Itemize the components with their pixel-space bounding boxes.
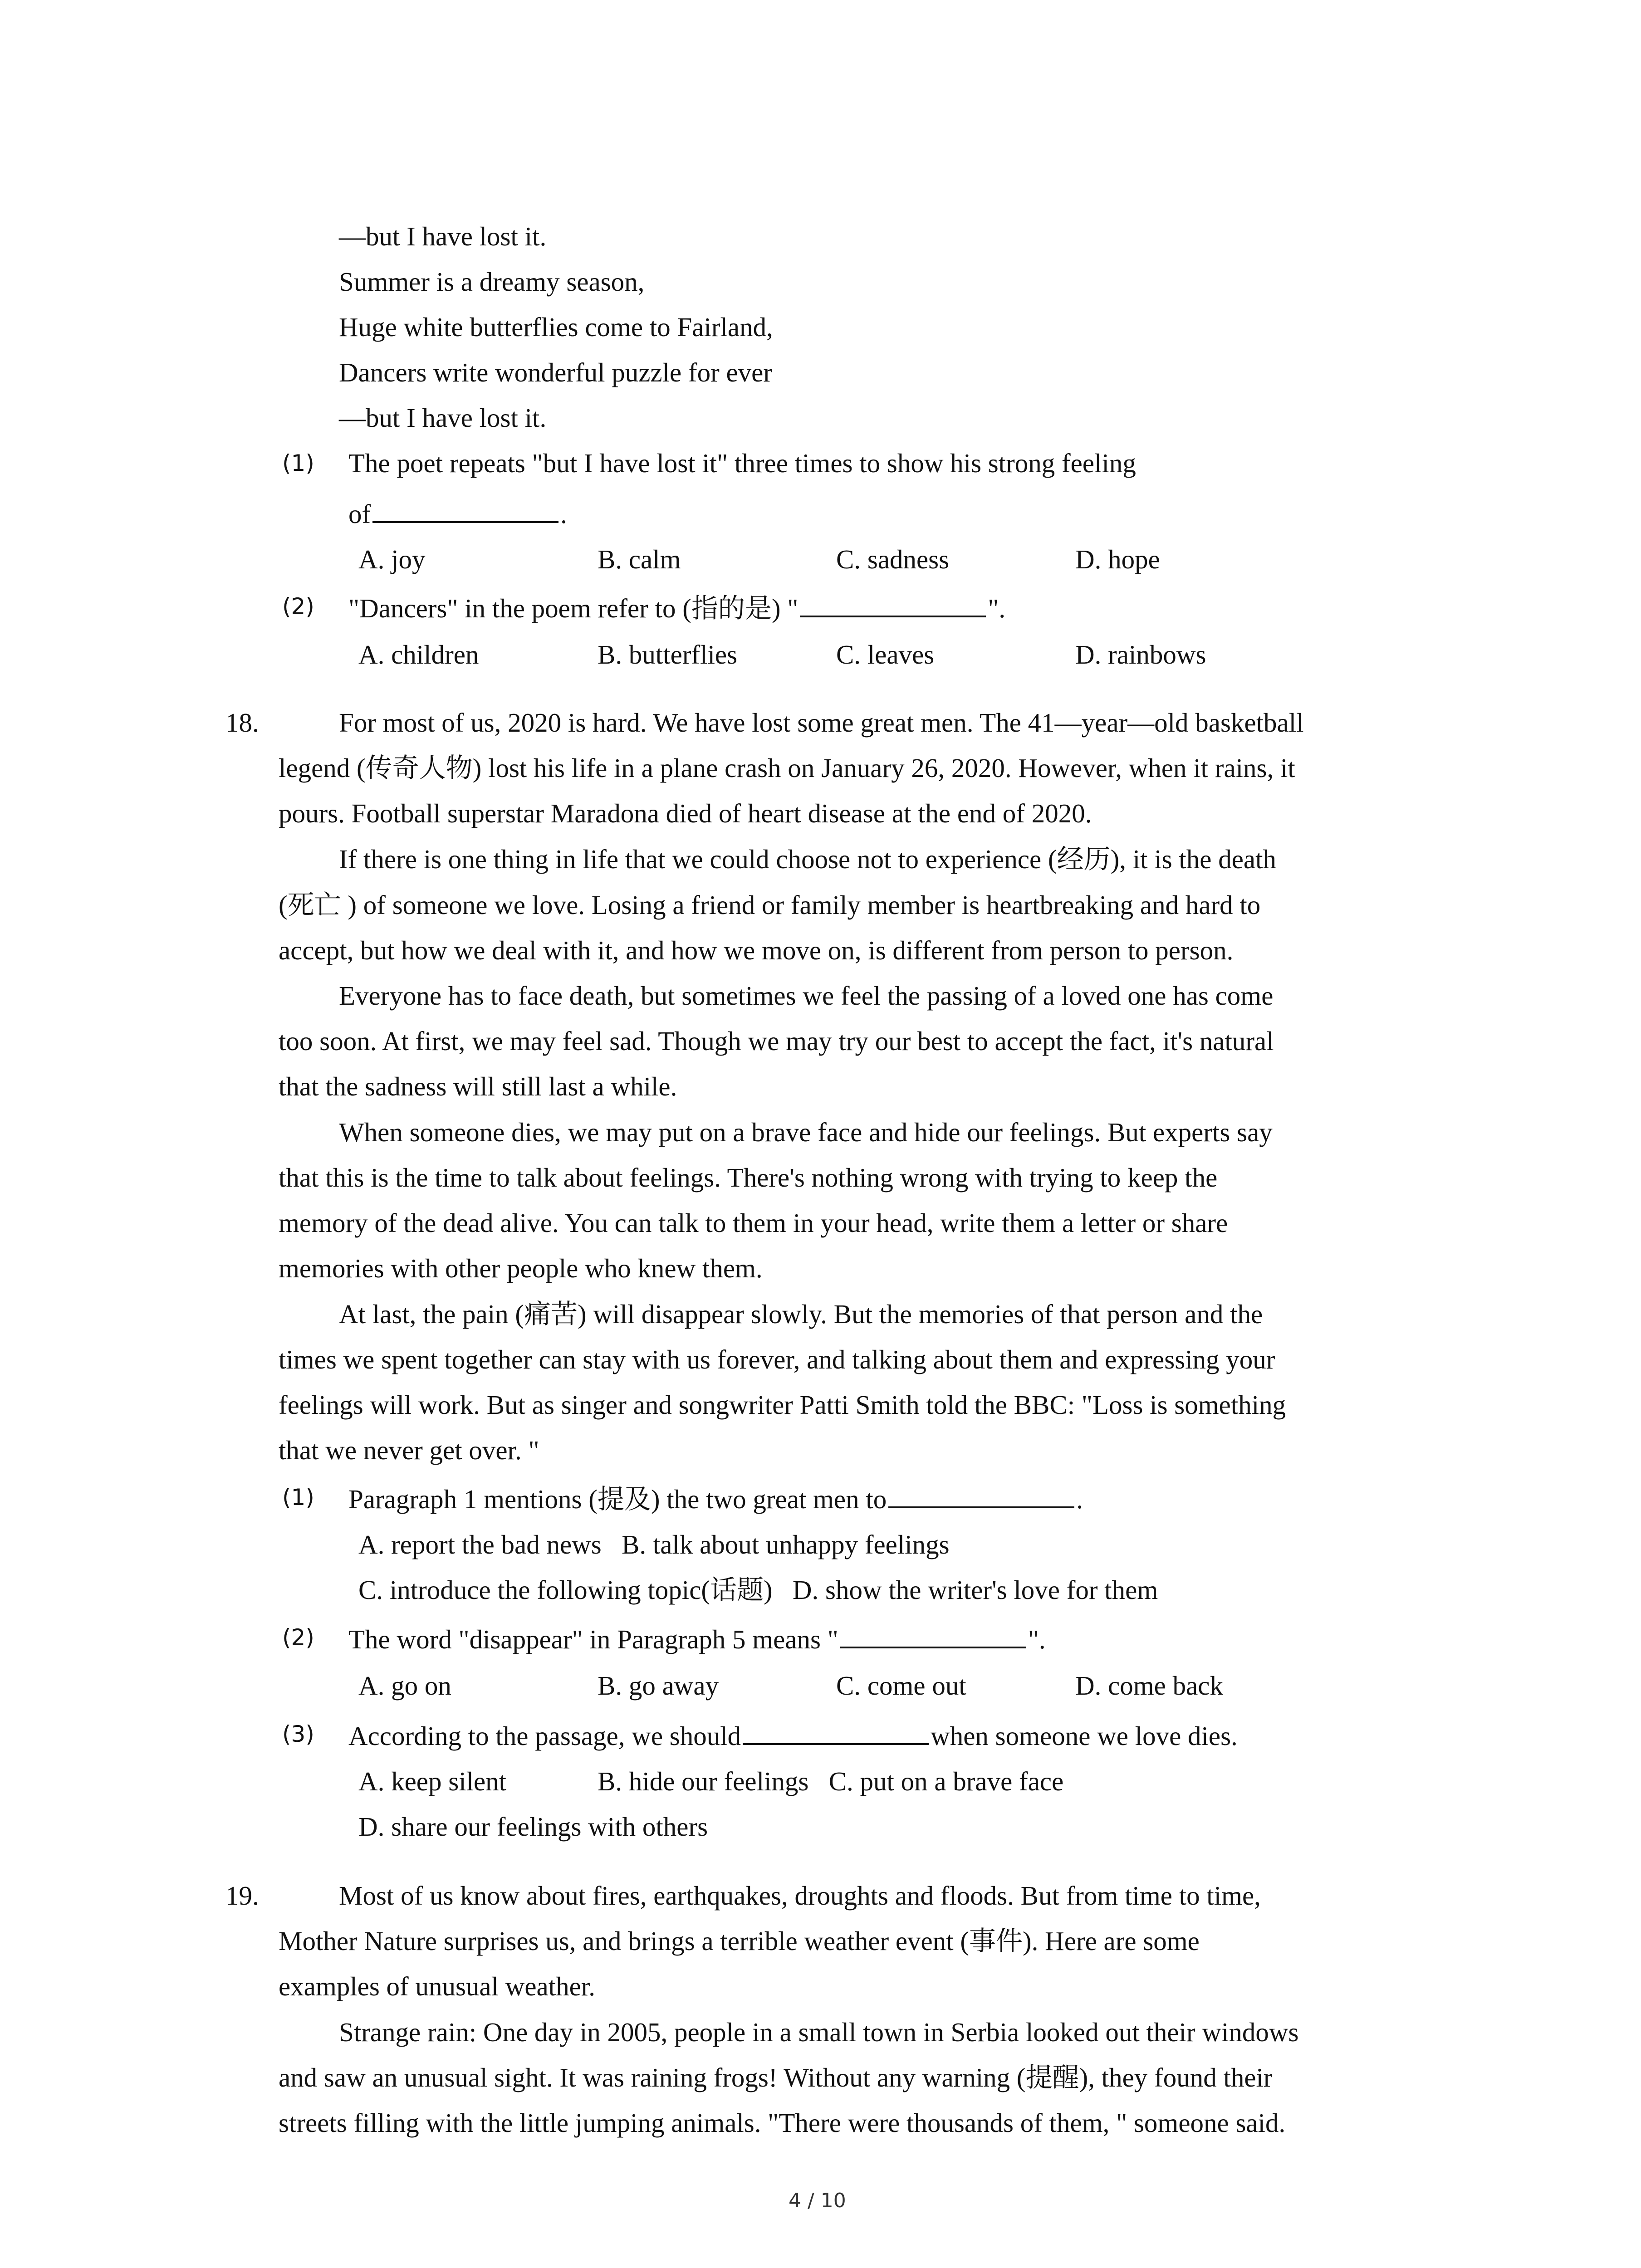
question-text: of [348, 499, 371, 529]
sub-question-number: (1) [282, 450, 314, 476]
passage-line: Everyone has to face death, but sometimes we feel the passing of a loved one has come [339, 981, 1274, 1011]
passage-line: At last, the pain (痛苦) will disappear slowly. But the memories of that person and the [339, 1299, 1263, 1329]
option-c: C. come out [836, 1671, 966, 1701]
passage-line: times we spent together can stay with us forever, and talking about them and expressing your [279, 1344, 1275, 1374]
poem-line: —but I have lost it. [339, 221, 547, 251]
question-text-line [348, 1626, 1046, 1653]
passage-line: When someone dies, we may put on a brave face and hide our feelings. But experts say [339, 1117, 1273, 1147]
answer-blank[interactable] [800, 596, 986, 617]
option-a: A. children [358, 640, 479, 670]
passage-line: that the sadness will still last a while. [279, 1071, 677, 1101]
option-c: C. leaves [836, 640, 935, 670]
options-line: C. introduce the following topic(话题) D. show the writer's love for them [358, 1575, 1158, 1605]
passage-line: For most of us, 2020 is hard. We have lost some great men. The 41—year—old basketball [339, 708, 1304, 738]
question-text: when someone we love dies. [931, 1721, 1238, 1751]
question-text: ". [1028, 1624, 1046, 1654]
option-d: D. hope [1075, 544, 1160, 574]
sub-question-number: (2) [282, 593, 314, 620]
passage-line: memory of the dead alive. You can talk to them in your head, write them a letter or share [279, 1208, 1228, 1238]
passage-line: If there is one thing in life that we could choose not to experience (经历), it is the death [339, 844, 1277, 874]
question-text: . [1076, 1484, 1083, 1514]
passage-line: feelings will work. But as singer and songwriter Patti Smith told the BBC: "Loss is something [279, 1390, 1286, 1420]
poem-line: Summer is a dreamy season, [339, 267, 645, 297]
question-number: 18. [225, 708, 259, 738]
passage-line: that this is the time to talk about feelings. There's nothing wrong with trying to keep the [279, 1163, 1218, 1193]
passage-line: too soon. At first, we may feel sad. Though we may try our best to accept the fact, it's natural [279, 1026, 1274, 1056]
options-line: B. hide our feelings C. put on a brave face [598, 1766, 1064, 1796]
option-b: B. go away [598, 1671, 719, 1701]
question-text: The poet repeats "but I have lost it" three times to show his strong feeling [348, 448, 1136, 478]
option-d: D. come back [1075, 1671, 1223, 1701]
passage-line: Most of us know about fires, earthquakes, droughts and floods. But from time to time, [339, 1881, 1261, 1911]
poem-line: Dancers write wonderful puzzle for ever [339, 357, 773, 387]
passage-line: pours. Football superstar Maradona died of heart disease at the end of 2020. [279, 798, 1092, 828]
answer-blank[interactable] [372, 501, 558, 523]
question-text: According to the passage, we should [348, 1721, 741, 1751]
question-text: ". [988, 593, 1006, 623]
passage-line: memories with other people who knew them. [279, 1253, 763, 1283]
question-text: . [560, 499, 567, 529]
option-a: A. joy [358, 544, 426, 574]
passage-line: accept, but how we deal with it, and how we move on, is different from person to person. [279, 935, 1234, 965]
options-line: A. report the bad news B. talk about unhappy feelings [358, 1530, 950, 1559]
passage-line: Strange rain: One day in 2005, people in a small town in Serbia looked out their windows [339, 2017, 1299, 2047]
sub-question-number: (3) [282, 1721, 314, 1747]
question-number: 19. [225, 1881, 259, 1911]
option-b: B. butterflies [598, 640, 738, 670]
question-text-line [348, 1723, 1238, 1750]
question-text: Paragraph 1 mentions (提及) the two great men to [348, 1484, 887, 1514]
answer-blank[interactable] [840, 1627, 1026, 1648]
option-d: D. rainbows [1075, 640, 1206, 670]
passage-line: and saw an unusual sight. It was raining frogs! Without any warning (提醒), they found their [279, 2063, 1273, 2092]
option-a: A. go on [358, 1671, 451, 1701]
passage-line: streets filling with the little jumping animals. "There were thousands of them, " someone said. [279, 2108, 1286, 2138]
passage-line: Mother Nature surprises us, and brings a terrible weather event (事件). Here are some [279, 1926, 1200, 1956]
question-text-cont [348, 501, 567, 528]
passage-line: legend (传奇人物) lost his life in a plane crash on January 26, 2020. However, when it rains, it [279, 753, 1295, 783]
option-d: D. share our feelings with others [358, 1812, 708, 1842]
passage-line: that we never get over. " [279, 1435, 539, 1465]
answer-blank[interactable] [743, 1723, 929, 1745]
question-text: "Dancers" in the poem refer to (指的是) " [348, 593, 798, 623]
question-text-line [348, 595, 1005, 622]
passage-line: examples of unusual weather. [279, 1971, 595, 2001]
page-number: 4 / 10 [789, 2189, 846, 2212]
question-text-line [348, 1486, 1083, 1513]
sub-question-number: (2) [282, 1624, 314, 1651]
option-c: C. sadness [836, 544, 950, 574]
passage-line: (死亡 ) of someone we love. Losing a friend or family member is heartbreaking and hard to [279, 890, 1261, 920]
poem-line: Huge white butterflies come to Fairland, [339, 312, 773, 342]
option-a: A. keep silent [358, 1766, 507, 1796]
option-b: B. calm [598, 544, 681, 574]
question-text: The word "disappear" in Paragraph 5 means " [348, 1624, 838, 1654]
sub-question-number: (1) [282, 1484, 314, 1510]
poem-line: —but I have lost it. [339, 403, 547, 433]
answer-blank[interactable] [888, 1486, 1074, 1508]
